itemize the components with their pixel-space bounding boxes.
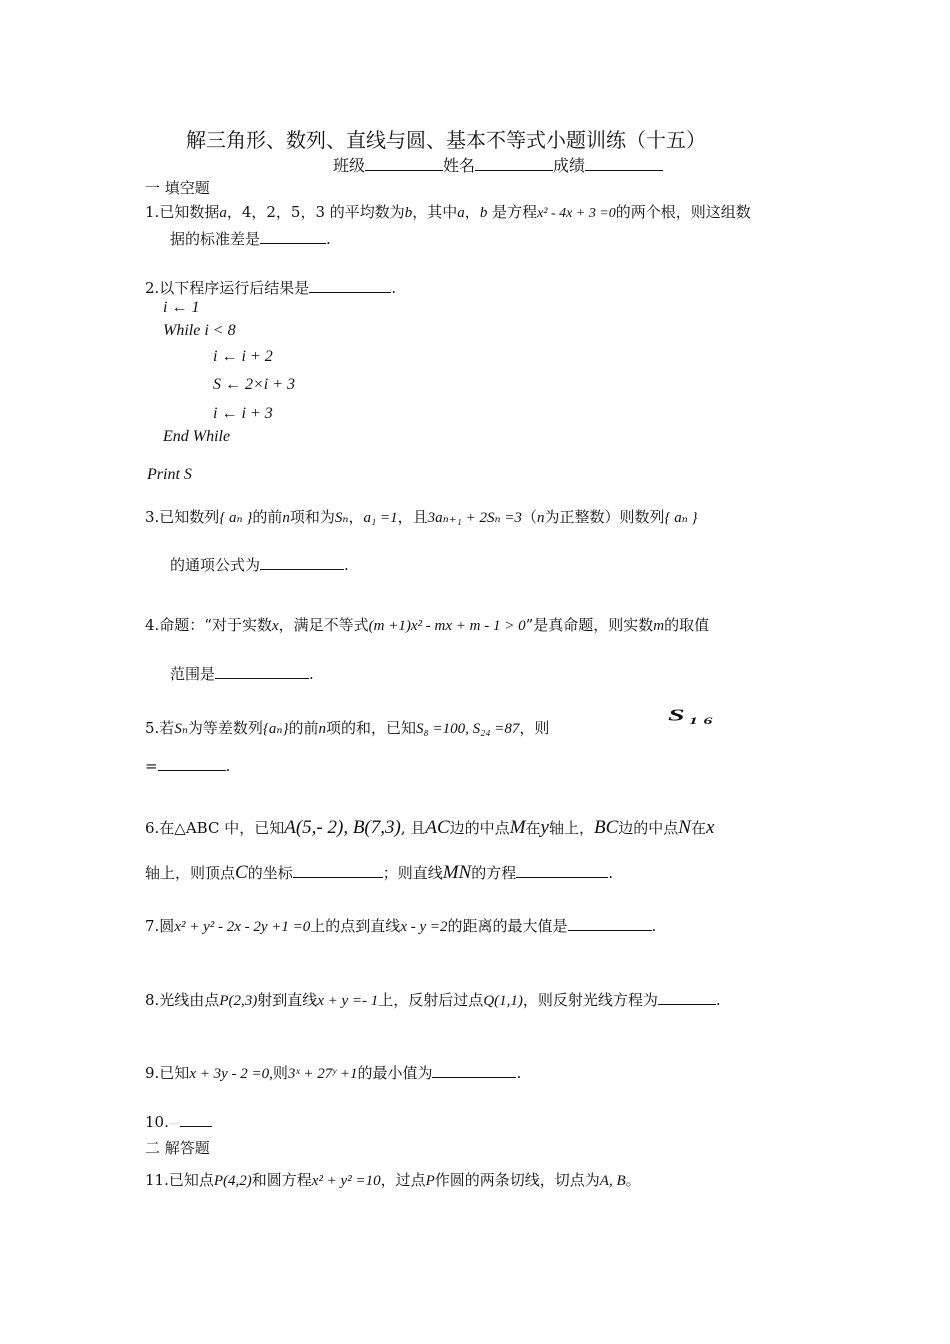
q5-text: 为等差数列: [187, 719, 263, 737]
q3-period: .: [344, 556, 349, 574]
q11-circle-equation: x² + y² =10: [311, 1173, 381, 1189]
q6-segment-bc: BC: [593, 817, 619, 838]
student-info-line: [333, 153, 663, 176]
question-6-line-1: [145, 817, 714, 839]
score-label: 成绩: [553, 156, 586, 175]
q1-var-a: a: [457, 205, 465, 221]
code-line-5: i ← i + 3: [213, 405, 273, 422]
question-9: [145, 1062, 521, 1083]
q6-line-mn: MN: [442, 862, 472, 883]
q7-line-equation: x - y =2: [400, 919, 448, 935]
answer-blank-6b[interactable]: [516, 876, 608, 878]
q3-text: ，: [348, 508, 364, 526]
q3-text: 的前: [252, 508, 283, 526]
q5-text: ，则: [519, 719, 550, 737]
question-4-line-2: [170, 663, 314, 684]
q1-period: .: [326, 230, 331, 248]
q4-text: ”是真命题，则实数: [525, 616, 654, 634]
q3-text: 项和为: [289, 508, 335, 526]
q5-s16-symbol: S₁₆: [668, 706, 718, 725]
q6-points: A(5,- 2), B(7,3): [284, 817, 401, 838]
q3-text: 的通项公式为: [170, 556, 261, 574]
q1-var-a: a: [219, 205, 227, 221]
question-3-line-1: [145, 506, 698, 527]
q4-var-m: m: [653, 618, 665, 634]
answer-blank-1[interactable]: [260, 242, 326, 244]
q6-segment-ac: AC: [425, 817, 450, 838]
q4-text: 4.命题：“对于实数: [145, 616, 272, 634]
answer-blank-3[interactable]: [260, 568, 344, 570]
q1-text: 据的标准差是: [170, 230, 261, 248]
q1-text: ，其中: [412, 203, 458, 221]
answer-blank-6a[interactable]: [293, 876, 383, 878]
q4-inequality: (m +1)x² - mx + m - 1 > 0: [368, 618, 526, 634]
question-1-number: 1.: [145, 203, 160, 221]
q2-period: .: [391, 279, 397, 297]
class-blank[interactable]: [365, 169, 443, 171]
q7-text: 7.圆: [145, 917, 175, 935]
q6-text: 轴上，: [548, 819, 594, 837]
code-line-7: Print S: [147, 466, 192, 483]
q6-text: 边的中点: [618, 819, 679, 837]
q6-axis-x: x: [705, 817, 715, 838]
code-line-3: i ← i + 2: [213, 348, 273, 365]
q6-text: 轴上，则顶点: [145, 864, 236, 882]
class-label: 班级: [333, 156, 366, 175]
q9-text: 的最小值为: [357, 1064, 433, 1082]
answer-blank-7[interactable]: [568, 929, 652, 931]
q11-text: 11.已知点: [145, 1171, 214, 1189]
q5-sequence: {aₙ}: [262, 721, 289, 737]
q11-tangent-points: A, B: [599, 1173, 626, 1189]
q5-text: 5.若: [145, 719, 175, 737]
q10-faint-mark: —: [168, 1117, 180, 1130]
q1-text: ，4，2，5，3 的平均数为: [226, 203, 405, 221]
q9-period: .: [516, 1064, 522, 1082]
q1-var-b: b: [404, 205, 413, 221]
q5-text: 的前: [288, 719, 319, 737]
q6-text: 在: [525, 819, 541, 837]
q7-period: .: [651, 917, 657, 935]
q1-text: 已知数据: [159, 203, 220, 221]
q11-period: 。: [625, 1171, 641, 1189]
q8-text: 射到直线: [257, 991, 318, 1009]
q6-text: 在: [690, 819, 706, 837]
q8-point-p: P(2,3): [219, 993, 258, 1009]
name-label: 姓名: [443, 156, 476, 175]
question-10: [145, 1113, 212, 1131]
q6-text: 的方程: [471, 864, 517, 882]
section-answer-heading: 二 解答题: [145, 1139, 210, 1157]
q3-sequence: { aₙ }: [664, 510, 698, 526]
q1-equation: x² - 4x + 3 =0: [537, 206, 616, 221]
q3-text: 为正整数）则数列: [544, 508, 665, 526]
question-2: [145, 277, 396, 298]
q8-period: .: [715, 991, 721, 1009]
q8-text: 8.光线由点: [145, 991, 220, 1009]
q3-recurrence: 3aₙ₊₁ + 2Sₙ =3: [427, 510, 522, 526]
q6-text: , 且: [400, 819, 426, 837]
section-fill-in-heading: 一 填空题: [145, 179, 210, 197]
q4-var-x: x: [271, 618, 279, 634]
question-1-line-1: [145, 201, 751, 222]
q3-sum: Sₙ: [334, 510, 349, 526]
question-3-line-2: [170, 554, 349, 575]
q11-var-p: P: [425, 1173, 435, 1189]
q10-number: 10.: [145, 1113, 169, 1131]
answer-blank-9[interactable]: [432, 1076, 516, 1078]
q6-text: ；则直线: [382, 864, 443, 882]
q1-text: 是方程: [487, 203, 538, 221]
question-5-line-1: [145, 717, 549, 738]
code-line-1: i ← 1: [163, 299, 200, 316]
q3-var-n: n: [282, 510, 290, 526]
answer-blank-2[interactable]: [309, 291, 391, 293]
q11-text: 和圆方程: [251, 1171, 312, 1189]
q1-var-b: b: [479, 205, 488, 221]
score-blank[interactable]: [585, 169, 663, 171]
q11-point-p: P(4,2): [213, 1173, 252, 1189]
q6-text: 6.在△ABC 中，已知: [145, 819, 285, 837]
q6-period: .: [608, 864, 614, 882]
question-6-line-2: [145, 862, 613, 884]
q7-text: 的距离的最大值是: [447, 917, 568, 935]
q3-text: ，且: [397, 508, 428, 526]
code-line-2: While i < 8: [163, 322, 236, 339]
q1-text: ，: [464, 203, 480, 221]
q7-circle-equation: x² + y² - 2x - 2y +1 =0: [174, 919, 311, 935]
q5-condition: S₈ =100, S₂₄ =87: [416, 721, 520, 737]
q9-text: 9.已知: [145, 1064, 190, 1082]
q11-text: 作圆的两条切线，切点为: [434, 1171, 600, 1189]
q5-sum: Sₙ: [174, 721, 188, 737]
q1-text: 的两个根，则这组数: [615, 203, 751, 221]
name-blank[interactable]: [475, 169, 553, 171]
q9-condition: x + 3y - 2 =0,: [189, 1066, 273, 1082]
q6-text: 的坐标: [247, 864, 293, 882]
code-line-4: S ← 2×i + 3: [213, 376, 296, 393]
q4-text: ，满足不等式: [278, 616, 369, 634]
q6-text: 边的中点: [449, 819, 510, 837]
question-1-line-2: [170, 228, 331, 249]
q5-text: 项的和，已知: [326, 719, 417, 737]
q6-point-m: M: [509, 817, 526, 838]
q8-point-q: Q(1,1): [483, 993, 523, 1009]
q7-text: 上的点到直线: [310, 917, 401, 935]
q3-text: 3.已知数列: [145, 508, 220, 526]
question-8: [145, 989, 721, 1010]
q11-text: ，过点: [380, 1171, 426, 1189]
question-11: [145, 1169, 641, 1190]
q9-text: 则: [272, 1064, 288, 1082]
q3-var-n: n: [536, 510, 545, 526]
q3-sequence: { aₙ }: [219, 510, 253, 526]
q3-text: （: [521, 508, 537, 526]
q5-var-n: n: [318, 721, 327, 737]
q3-initial-term: a₁ =1: [363, 510, 398, 526]
answer-blank-5[interactable]: [158, 769, 226, 771]
q6-point-n: N: [678, 817, 691, 838]
question-7: [145, 915, 656, 936]
answer-blank-10[interactable]: [180, 1125, 212, 1127]
q6-point-c: C: [235, 862, 248, 883]
q5-period: .: [225, 757, 231, 775]
q4-text: 的取值: [664, 616, 710, 634]
answer-blank-4[interactable]: [215, 677, 309, 679]
question-5-line-2: [145, 757, 230, 775]
q6-axis-y: y: [540, 817, 549, 838]
question-4-line-1: [145, 614, 709, 635]
q4-period: .: [309, 665, 314, 683]
answer-blank-8[interactable]: [658, 1003, 716, 1005]
q4-text: 范围是: [170, 665, 216, 683]
q8-line-equation: x + y =- 1: [317, 993, 379, 1009]
q8-text: 上，反射后过点: [378, 991, 484, 1009]
page-title: 解三角形、数列、直线与圆、基本不等式小题训练（十五）: [186, 128, 706, 152]
q9-expression: 3ˣ + 27ʸ +1: [287, 1066, 358, 1082]
q5-equals: =: [145, 757, 158, 775]
q8-text: ，则反射光线方程为: [522, 991, 658, 1009]
code-line-6: End While: [163, 428, 231, 445]
q2-text: 2.以下程序运行后结果是: [145, 279, 310, 297]
